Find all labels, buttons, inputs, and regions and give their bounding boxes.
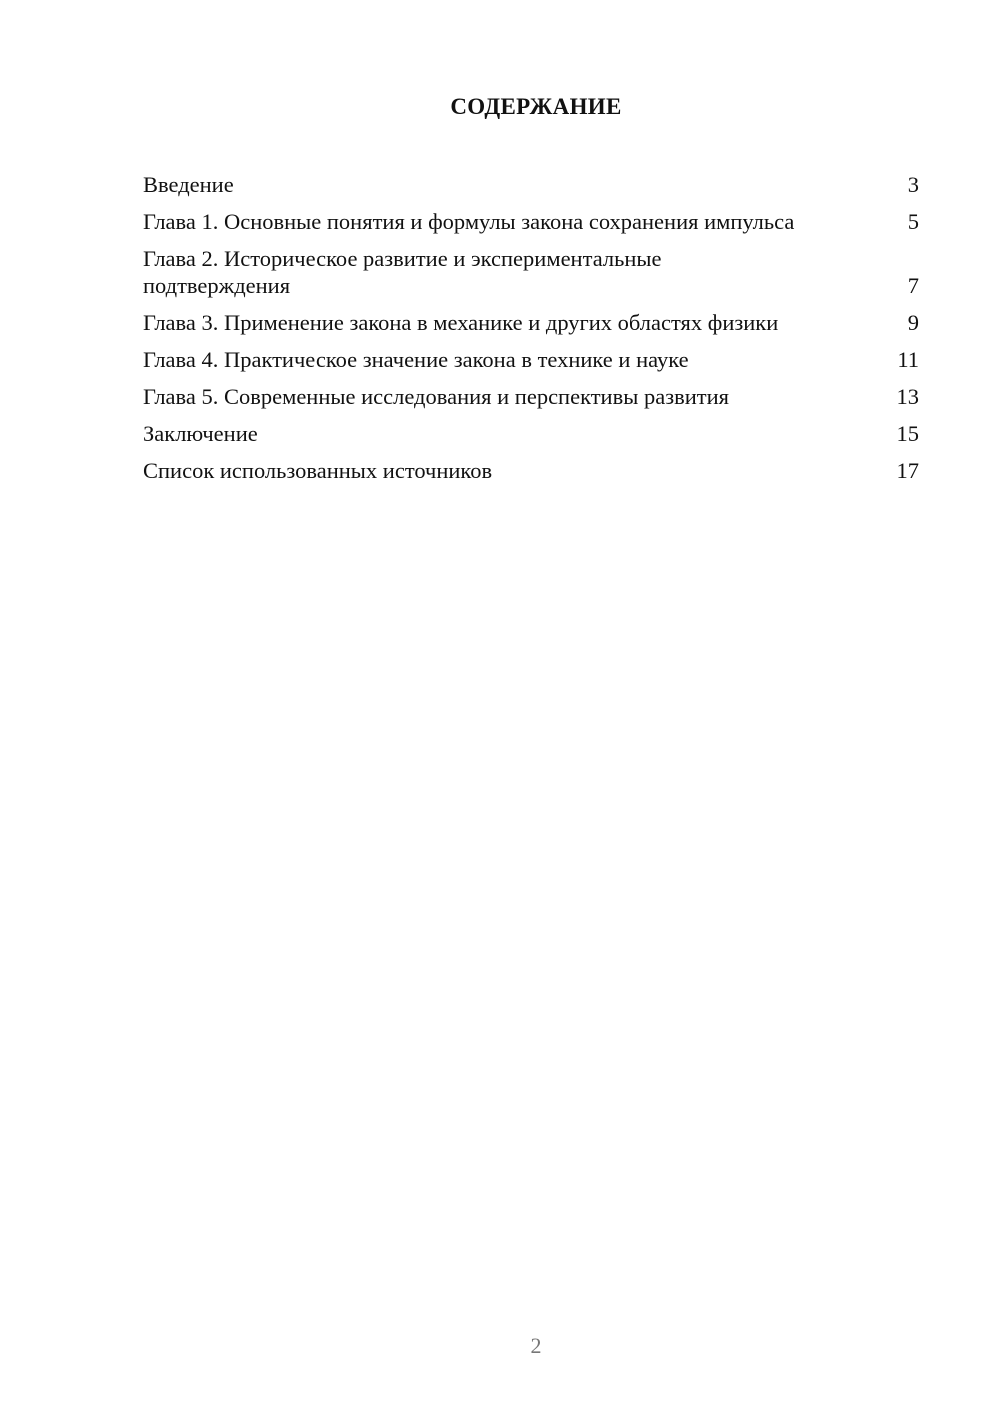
toc-entry-page: 15	[896, 420, 919, 446]
toc-entry-page: 3	[907, 172, 919, 197]
toc-entry-text: Глава 3. Применение закона в механике и других областях физики	[143, 309, 779, 335]
toc-entry-chapter-5	[143, 384, 919, 411]
toc-entry-text: Глава 2. Историческое развитие и экспериментальные подтверждения	[143, 246, 662, 298]
table-of-contents	[143, 172, 919, 495]
toc-entry-chapter-3	[143, 310, 919, 337]
toc-entry-text: Глава 5. Современные исследования и перспективы развития	[143, 383, 729, 409]
toc-entry-page: 17	[896, 457, 919, 483]
toc-entry-page: 5	[907, 209, 919, 234]
toc-entry-page: 7	[907, 272, 919, 298]
toc-entry-text: Список использованных источников	[143, 457, 493, 483]
toc-entry-chapter-1	[143, 209, 919, 236]
page-number: 2	[530, 1333, 542, 1358]
toc-entry-page: 9	[907, 309, 919, 335]
toc-title: СОДЕРЖАНИЕ	[450, 94, 622, 119]
toc-entry-text: Введение	[143, 172, 234, 197]
toc-entry-text: Глава 1. Основные понятия и формулы закона сохранения импульса	[143, 209, 795, 234]
toc-entry-text: Глава 4. Практическое значение закона в технике и науке	[143, 346, 689, 372]
toc-entry-conclusion	[143, 421, 919, 448]
toc-entry-introduction	[143, 172, 919, 199]
toc-entry-page: 11	[897, 346, 919, 372]
toc-entry-page: 13	[896, 383, 919, 409]
toc-entry-chapter-2	[143, 246, 919, 299]
toc-entry-references	[143, 458, 919, 485]
toc-entry-chapter-4	[143, 347, 919, 374]
toc-entry-text: Заключение	[143, 420, 258, 446]
